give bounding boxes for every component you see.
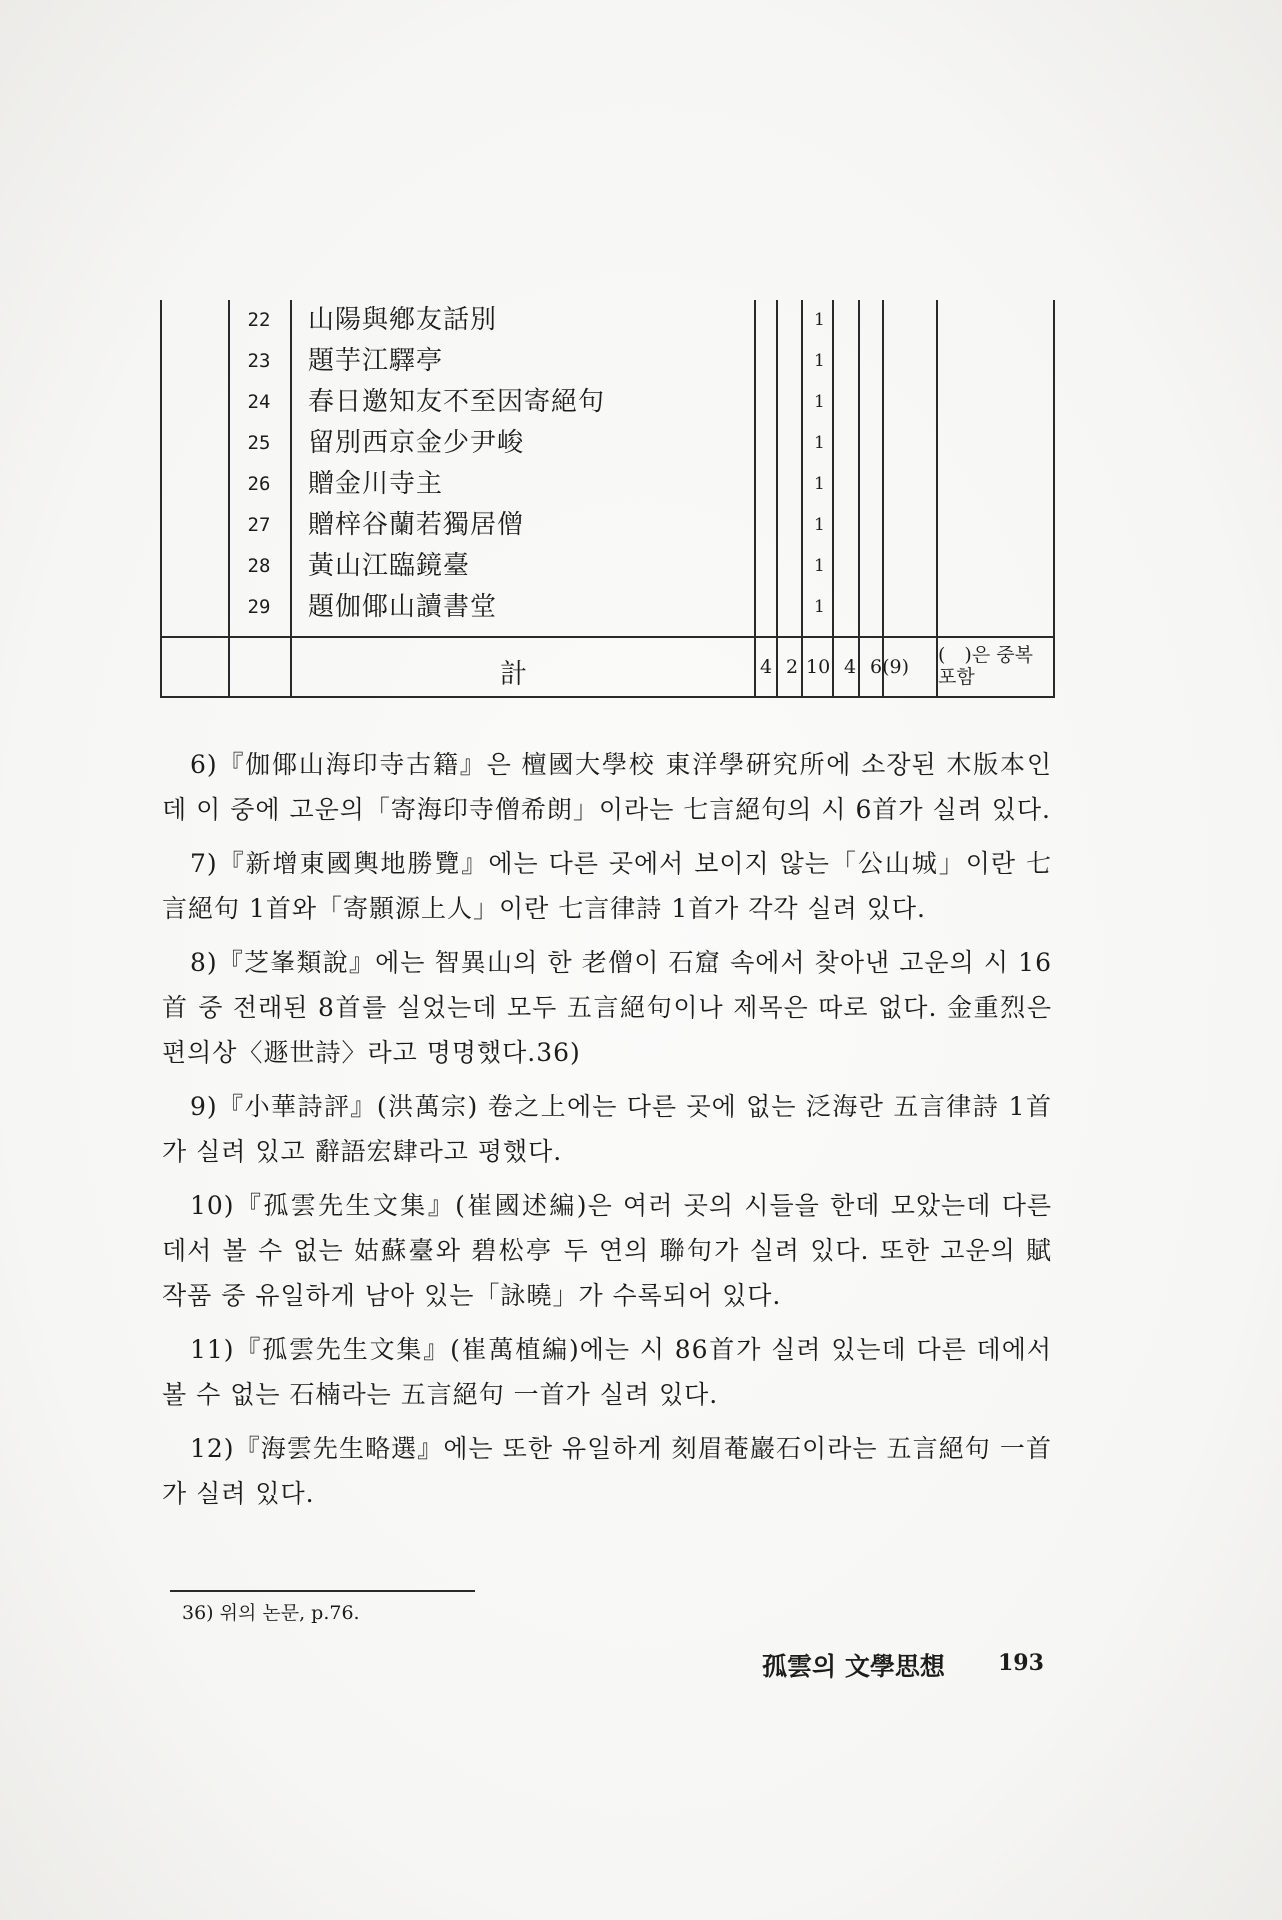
table-row <box>160 546 1055 587</box>
table-row <box>160 587 1055 628</box>
poem-title: 黃山江臨鏡臺 <box>308 551 471 581</box>
poem-count: 1 <box>814 433 825 453</box>
total-value: 4 <box>760 656 773 678</box>
row-number: 23 <box>247 350 271 372</box>
table-row <box>160 300 1055 341</box>
row-number: 25 <box>247 432 271 454</box>
endnotes <box>162 742 1052 1525</box>
row-number: 29 <box>247 596 271 618</box>
poem-count: 1 <box>814 351 825 371</box>
poem-title: 題芋江驛亭 <box>308 346 444 376</box>
total-value: 10 <box>806 656 831 678</box>
note-10: 10)『孤雲先生文集』(崔國述編)은 여러 곳의 시들을 한데 모았는데 다른 데서 볼 수 없는 姑蘇臺와 碧松亭 두 연의 聯句가 실려 있다. 또한 고운의 賦 작품 중 유일하게 남아 있는「詠曉」가 수록되어 있다. <box>162 1191 1052 1310</box>
note-6: 6)『伽倻山海印寺古籍』은 檀國大學校 東洋學硏究所에 소장된 木版本인데 이 중에 고운의「寄海印寺僧希朗」이라는 七言絕句의 시 6首가 실려 있다. <box>162 750 1052 824</box>
row-number: 24 <box>247 391 271 413</box>
poem-count: 1 <box>814 474 825 494</box>
total-label: 計 <box>500 659 527 690</box>
poem-count: 1 <box>814 310 825 330</box>
poem-title: 贈梓谷蘭若獨居僧 <box>308 510 525 540</box>
note-12: 12)『海雲先生略選』에는 또한 유일하게 刻眉菴巖石이라는 五言絕句 一首가 실려 있다. <box>162 1434 1052 1508</box>
total-note: ( )은 중복포함 <box>938 644 1033 688</box>
table-row <box>160 382 1055 423</box>
poem-title: 山陽與鄕友話別 <box>308 305 498 335</box>
poem-count: 1 <box>814 556 825 576</box>
note-9: 9)『小華詩評』(洪萬宗) 卷之上에는 다른 곳에 없는 泛海란 五言律詩 1首가 실려 있고 辭語宏肆라고 평했다. <box>162 1092 1052 1166</box>
poem-count-table <box>160 300 1055 698</box>
poem-title: 春日邀知友不至因寄絕句 <box>308 387 606 417</box>
table-total-row <box>160 640 1055 698</box>
footnote: 36) 위의 논문, p.76. <box>182 1602 360 1624</box>
row-number: 22 <box>247 309 271 331</box>
table-row <box>160 464 1055 505</box>
table-rule <box>160 636 1055 638</box>
row-number: 26 <box>247 473 271 495</box>
total-value: 6(9) <box>870 656 910 678</box>
note-11: 11)『孤雲先生文集』(崔萬植編)에는 시 86首가 실려 있는데 다른 데에서 볼 수 없는 石楠라는 五言絕句 一首가 실려 있다. <box>162 1335 1052 1409</box>
table-row <box>160 341 1055 382</box>
poem-title: 贈金川寺主 <box>308 469 444 499</box>
running-head: 孤雲의 文學思想 <box>762 1652 945 1681</box>
poem-title: 題伽倻山讀書堂 <box>308 592 498 622</box>
poem-title: 留別西京金少尹峻 <box>308 428 525 458</box>
table-row <box>160 505 1055 546</box>
poem-count: 1 <box>814 515 825 535</box>
page-number: 193 <box>998 1650 1044 1676</box>
poem-count: 1 <box>814 597 825 617</box>
note-8: 8)『芝峯類說』에는 智異山의 한 老僧이 石窟 속에서 찾아낸 고운의 시 16首 중 전래된 8首를 실었는데 모두 五言絕句이나 제목은 따로 없다. 金重烈은 편의상〈遯世詩〉라고 명명했다.36) <box>162 948 1052 1067</box>
row-number: 28 <box>247 555 271 577</box>
total-value: 2 <box>786 656 799 678</box>
table-row <box>160 423 1055 464</box>
poem-count: 1 <box>814 392 825 412</box>
row-number: 27 <box>247 514 271 536</box>
note-7: 7)『新增東國輿地勝覽』에는 다른 곳에서 보이지 않는「公山城」이란 七言絕句 1首와「寄顥源上人」이란 七言律詩 1首가 각각 실려 있다. <box>162 849 1052 923</box>
footnote-divider <box>170 1590 475 1592</box>
total-value: 4 <box>844 656 857 678</box>
